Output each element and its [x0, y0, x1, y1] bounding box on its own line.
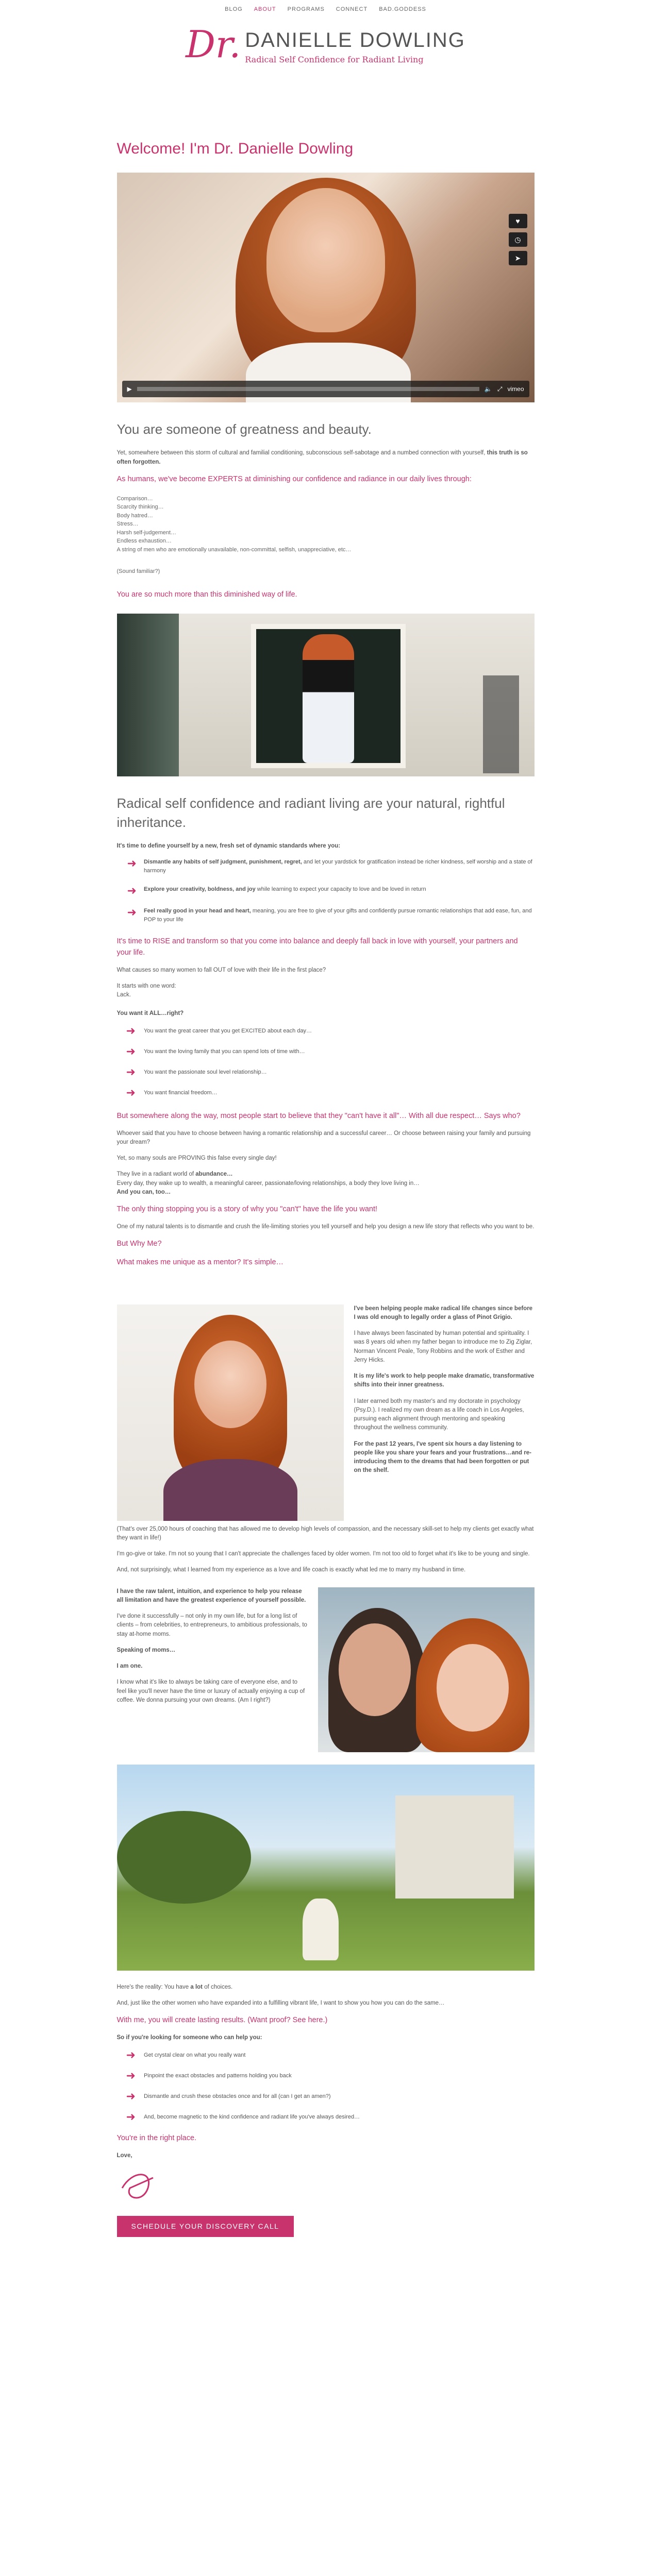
list-item: A string of men who are emotionally unavailable, non-committal, selfish, unappreciative, etc…: [116, 546, 352, 553]
couple-photo: [318, 1587, 535, 1752]
list-item: Endless exhaustion…: [116, 538, 172, 545]
about-p1: I've been helping people make radical life changes since before I was old enough to legally order a glass of Pinot Grigio.: [354, 1305, 533, 1320]
send-icon[interactable]: ➤: [509, 251, 527, 265]
rightful-heading: Radical self confidence and radiant living are your natural, rightful inheritance.: [116, 795, 505, 830]
discovery-call-button[interactable]: SCHEDULE YOUR DISCOVERY CALL: [117, 2216, 294, 2237]
standard-bullet: ➜ Feel really good in your head and heart, meaning, you are free to give of your gifts and confidently pursue romantic relationships that add ease, fun, and POP to your life: [127, 906, 532, 923]
says-who: But somewhere along the way, most people start to believe that they "can't have it all"… With all due respect… Says who?: [116, 1111, 521, 1120]
arrow-icon: ➜: [126, 1024, 136, 1037]
only-thing-stopping: The only thing stopping you is a story of why you "can't" have the life you want!: [116, 1205, 378, 1214]
rise-text: It's time to RISE and transform so that you come into balance and deeply fall back in love with yourself, your partners and your life.: [116, 937, 518, 957]
about-p12: I am one.: [116, 1663, 143, 1670]
arrow-icon: ➜: [126, 2069, 136, 2082]
about-p4: I later earned both my master's and my doctorate in psychology (Psy.D.). I realized my own dream as a life coach in Los Angeles, pursuing each alignment through mentoring and speaking throughout the wellness community.: [354, 1398, 524, 1431]
about-p6: (That's over 25,000 hours of coaching that has allowed me to develop high levels of compassion, and the necessary skill-set to help my clients get exactly what they want in life!): [116, 1526, 534, 1541]
doorway-photo: [117, 614, 535, 776]
arrow-icon: ➜: [126, 1086, 136, 1099]
list-item: Stress…: [116, 521, 139, 528]
nav-blog[interactable]: BLOG: [225, 6, 243, 12]
about-p2: I have always been fascinated by human potential and spirituality. I was 8 years old when my father began to introduce me to Zig Ziglar, Norman Vincent Peale, Tony Robbins and the work of Esther and Jerry Hicks.: [354, 1330, 532, 1363]
want-it-all: You want it ALL…right?: [116, 1010, 184, 1016]
want-item: ➜ You want the passionate soul level relationship…: [126, 1065, 267, 1078]
natural-talents: One of my natural talents is to dismantle and crush the life-limiting stories you tell yourself and help you design a new life story that reflects who you want to be.: [116, 1223, 535, 1230]
so-much-more: You are so much more than this diminished way of life.: [116, 590, 297, 599]
love-signoff: Love,: [116, 2152, 132, 2159]
standard-bullet: ➜ Dismantle any habits of self judgment, punishment, regret, and let your yardstick for gratification instead be richer kindness, self worship and a state of harmony: [127, 857, 532, 874]
lasting-results[interactable]: With me, you will create lasting results. (Want proof? See here.): [116, 2016, 328, 2025]
arrow-icon: ➜: [126, 1065, 136, 1078]
volume-icon[interactable]: 🔈: [484, 385, 492, 393]
want-item: ➜ You want the loving family that you can spend lots of time with…: [126, 1044, 305, 1058]
video-side-icons: [509, 214, 527, 265]
logo-dr: Dr.: [186, 23, 241, 66]
about-p11: Speaking of moms…: [116, 1647, 176, 1653]
help-item: ➜ Dismantle and crush these obstacles once and for all (can I get an amen?): [126, 2090, 331, 2103]
greatness-heading: You are someone of greatness and beauty.: [116, 421, 372, 437]
experts-text: As humans, we've become EXPERTS at diminishing our confidence and radiance in our daily lives through:: [116, 474, 472, 483]
main-content: [117, 137, 535, 2237]
diminish-list: [117, 495, 535, 554]
help-item: ➜ Pinpoint the exact obstacles and patterns holding you back: [126, 2069, 292, 2082]
arrow-icon: ➜: [126, 2110, 136, 2124]
heart-icon[interactable]: ♥: [509, 214, 527, 228]
nav-programs[interactable]: PROGRAMS: [287, 6, 325, 12]
page-title: Welcome! I'm Dr. Danielle Dowling: [116, 140, 354, 157]
closing-p1: Here's the reality: You have a lot of choices.: [116, 1984, 233, 1990]
signature-mark: [117, 2167, 163, 2204]
about-text-1: [354, 1304, 535, 1521]
nav-about[interactable]: ABOUT: [254, 6, 276, 12]
logo-tagline: Radical Self Confidence for Radiant Living: [245, 55, 424, 64]
about-p8: And, not surprisingly, what I learned from my experience as a love and life coach is exactly what led me to marry my husband in time.: [116, 1567, 466, 1573]
nav-bad-goddess[interactable]: BAD.GODDESS: [379, 6, 426, 12]
top-nav: [0, 0, 651, 19]
clock-icon[interactable]: ◷: [509, 232, 527, 247]
arrow-icon: ➜: [127, 884, 137, 897]
arrow-icon: ➜: [126, 2048, 136, 2062]
garden-photo: [117, 1765, 535, 1971]
about-split-1: [117, 1304, 535, 1521]
vimeo-logo[interactable]: vimeo: [507, 385, 524, 393]
arrow-icon: ➜: [127, 906, 137, 919]
right-place: You're in the right place.: [116, 2134, 197, 2143]
logo-name: DANIELLE DOWLING: [245, 29, 465, 52]
list-item: Harsh self-judgement…: [116, 529, 177, 536]
video-progress[interactable]: [137, 387, 479, 391]
about-p5: For the past 12 years, I've spent six hours a day listening to people like you share your fears and your frustrations…and re-introducing them to the dreams that had been forgotten or put on the shelf.: [354, 1440, 531, 1474]
list-item: Body hatred…: [116, 512, 153, 519]
list-item: Scarcity thinking…: [116, 504, 164, 511]
help-item: ➜ And, become magnetic to the kind confidence and radiant life you've always desired…: [126, 2110, 360, 2124]
why-lack: What causes so many women to fall OUT of love with their life in the first place?: [116, 967, 326, 973]
nav-connect[interactable]: CONNECT: [336, 6, 368, 12]
video-subject-face: [266, 188, 385, 332]
about-p9: I have the raw talent, intuition, and experience to help you release all limitation and have the greatest experience of yourself possible.: [116, 1588, 306, 1603]
about-p13: I know what it's like to always be taking care of everyone else, and to feel like you'll never have the time or luxury of actually enjoying a cup of coffee. We donna pursuing your own dreams. (Am I right?): [116, 1679, 305, 1703]
about-text-2: [117, 1587, 308, 1752]
abundance-text: They live in a radiant world of abundance… Every day, they wake up to wealth, a meaningful career, passionate/loving relationships, a body they love living in… And you can, too…: [116, 1171, 420, 1195]
about-p3: It is my life's work to help people make dramatic, transformative shifts into their inner greatness.: [354, 1373, 535, 1388]
logo-area: [0, 19, 651, 106]
help-item: ➜ Get crystal clear on what you really want: [126, 2048, 246, 2062]
arrow-icon: ➜: [127, 857, 137, 870]
proving-false: Yet, so many souls are PROVING this false every single day!: [116, 1155, 277, 1162]
about-split-2: [117, 1587, 535, 1752]
rightful-lead: It's time to define yourself by a new, fresh set of dynamic standards where you:: [116, 843, 341, 850]
whoever-said: Whoever said that you have to choose between having a romantic relationship and a successful career… Or choose between raising your family and pursuing your dream?: [116, 1130, 531, 1145]
standard-bullet: ➜ Explore your creativity, boldness, and joy while learning to expect your capacity to love and be loved in return: [127, 884, 426, 897]
video-controls: [122, 381, 529, 397]
what-makes-unique: What makes me unique as a mentor? It's simple…: [116, 1258, 284, 1266]
want-item: ➜ You want the great career that you get EXCITED about each day…: [126, 1024, 312, 1037]
fullscreen-icon[interactable]: ⤢: [497, 385, 503, 393]
about-p10: I've done it successfully – not only in my own life, but for a long list of clients – from celebrities, to entrepreneurs, to ambitious professionals, to stay at-home moms.: [116, 1613, 307, 1637]
arrow-icon: ➜: [126, 2090, 136, 2103]
want-item: ➜ You want financial freedom…: [126, 1086, 218, 1099]
about-p7: I'm go-give or take. I'm not so young that I can't appreciate the challenges faced by older women. I'm not too old to forget what it's like to be young and single.: [116, 1551, 530, 1557]
why-me: But Why Me?: [116, 1240, 162, 1248]
closing-p2: And, just like the other women who have expanded into a fulfilling vibrant life, I want to show you how you can do the same…: [116, 1999, 445, 2006]
closing-lead: So if you're looking for someone who can help you:: [116, 2034, 262, 2041]
sound-familiar: (Sound familiar?): [116, 568, 160, 575]
starts-with: It starts with one word: Lack.: [116, 983, 176, 998]
intro-video[interactable]: [117, 173, 535, 402]
portrait-photo: [117, 1304, 344, 1521]
list-item: Comparison…: [116, 495, 153, 502]
arrow-icon: ➜: [126, 1044, 136, 1058]
play-icon[interactable]: ▶: [127, 385, 132, 393]
site-logo[interactable]: [186, 23, 465, 66]
intro-paragraph: Yet, somewhere between this storm of cultural and familial conditioning, subconscious self-sabotage and a numbed connection with yourself, this truth is so often forgotten.: [116, 450, 528, 465]
